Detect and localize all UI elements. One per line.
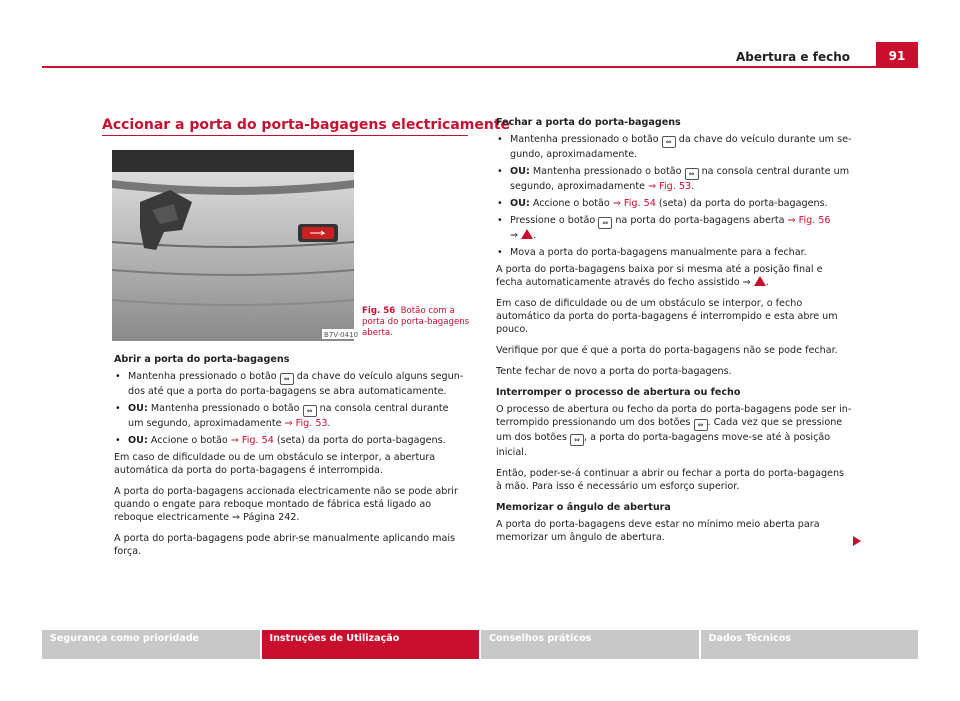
fig-54-link[interactable]: ⇒ Fig. 54 [230,435,274,446]
fig-54-link[interactable]: ⇒ Fig. 54 [612,198,656,209]
right-column [496,116,852,552]
tab-seguranca[interactable]: Segurança como prioridade [42,630,260,659]
tab-instrucoes[interactable]: Instruções de Utilização [262,630,480,659]
list-item: • Mantenha pressionado o botão ⇔ da chave do veículo durante um segundo, aproximadamente. [496,133,852,161]
header-rule [42,66,918,68]
paragraph: Tente fechar de novo a porta do porta-bagagens. [496,366,732,377]
paragraph: A porta do porta-bagagens accionada electricamente não se pode abrir quando o engate para reboque montado de fábrica está ligado ao reboque electricamente ⇒ Página 242. [114,486,458,523]
memorize-heading: Memorizar o ângulo de abertura [496,502,671,513]
fig-53-link[interactable]: ⇒ Fig. 53 [284,418,328,429]
left-column [114,353,466,566]
tab-conselhos[interactable]: Conselhos práticos [481,630,699,659]
paragraph: Verifique por que é que a porta do porta-bagagens não se pode fechar. [496,345,838,356]
figure-caption [362,306,472,339]
trunk-button-photo [112,150,358,341]
fig-53-link[interactable]: ⇒ Fig. 53 [648,181,692,192]
key-icon: ⇔ [685,168,699,180]
key-icon: ⇔ [280,373,294,385]
footer-nav [42,630,918,659]
list-item: • OU: Accione o botão ⇒ Fig. 54 (seta) da porta do porta-bagagens. [114,434,466,447]
continue-arrow-icon[interactable] [853,536,861,546]
fig-56-link[interactable]: ⇒ Fig. 56 [787,215,831,226]
paragraph: Então, poder-se-á continuar a abrir ou fechar a porta do porta-bagagens à mão. Para isso é necessário um esforço superior. [496,468,845,492]
key-icon: ⇔ [662,136,676,148]
key-icon: ⇔ [303,405,317,417]
paragraph: A porta do porta-bagagens pode abrir-se manualmente aplicando mais força. [114,533,456,557]
running-header: Abertura e fecho [736,50,850,64]
close-heading: Fechar a porta do porta-bagagens [496,117,681,128]
interrupt-heading: Interromper o processo de abertura ou fecho [496,387,741,398]
list-item: • Mantenha pressionado o botão ⇔ da chave do veículo alguns segundos até que a porta do porta-bagagens se abra automaticamente. [114,370,466,398]
warning-icon[interactable] [521,229,533,239]
warning-icon[interactable] [754,276,766,286]
section-title: Accionar a porta do porta-bagagens electricamente [102,117,511,133]
figure-code: B7V-0410 [324,331,358,339]
list-item: • Mova a porta do porta-bagagens manualmente para a fechar. [496,246,852,259]
paragraph: A porta do porta-bagagens deve estar no mínimo meio aberta para memorizar um ângulo de abertura. [496,519,820,543]
tab-dados[interactable]: Dados Técnicos [701,630,919,659]
list-item: • Pressione o botão ⇔ na porta do porta-bagagens aberta ⇒ Fig. 56 ⇒ . [496,214,852,242]
paragraph: O processo de abertura ou fecho da porta do porta-bagagens pode ser interrompido pressionando um dos botões ⇔ . Cada vez que se pressione um dos botões ⇔ , a porta do porta-bagagens move-se até à posição inicial. [496,404,852,458]
page-number: 91 [876,42,918,68]
list-item: • OU: Mantenha pressionado o botão ⇔ na consola central durante um segundo, aproximadamente ⇒ Fig. 53. [496,165,852,193]
paragraph: Em caso de dificuldade ou de um obstáculo se interpor, a abertura automática da porta do porta-bagagens é interrompida. [114,452,436,476]
paragraph: A porta do porta-bagagens baixa por si mesma até a posição final e fecha automaticamente através do fecho assistido ⇒ . [496,264,823,288]
paragraph: Em caso de dificuldade ou de um obstáculo se interpor, o fecho automático da porta do porta-bagagens é interrompido e esta abre um pouco. [496,298,838,335]
list-item: • OU: Accione o botão ⇒ Fig. 54 (seta) da porta do porta-bagagens. [496,197,852,210]
key-icon: ⇔ [694,419,708,431]
list-item: • OU: Mantenha pressionado o botão ⇔ na consola central durante um segundo, aproximadamente ⇒ Fig. 53. [114,402,466,430]
key-icon: ⇔ [570,434,584,446]
key-icon: ⇔ [598,217,612,229]
figure-caption-text: Botão com a porta do porta-bagagens aberta. [362,306,470,338]
section-rule [102,135,468,136]
open-heading: Abrir a porta do porta-bagagens [114,354,290,365]
figure-label: Fig. 56 [362,306,396,316]
